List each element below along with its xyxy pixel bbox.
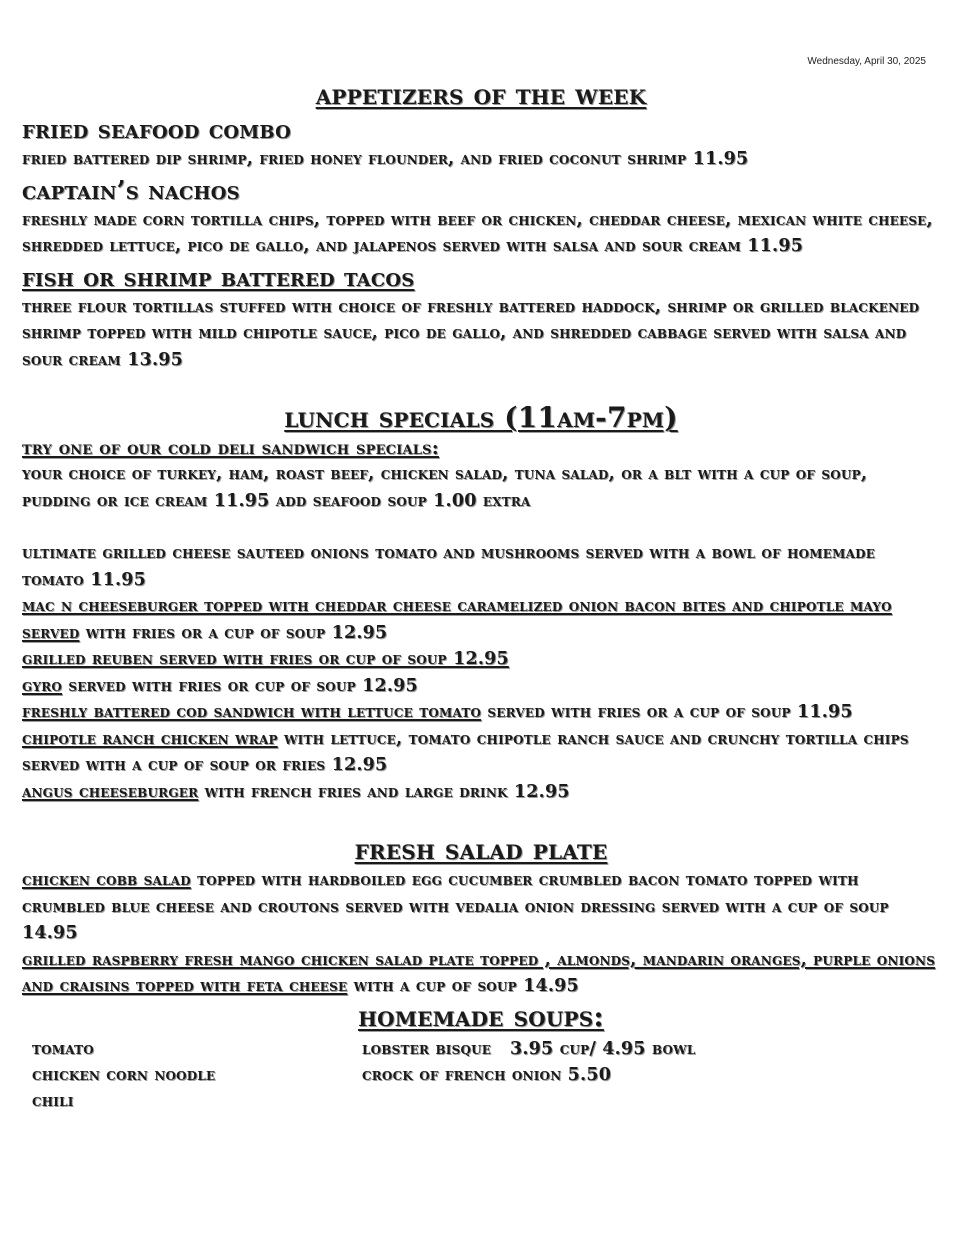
soup-item: chicken corn noodle [32,1064,216,1085]
soups-right-column [362,1036,696,1114]
chicken-wrap-item: chipotle ranch chicken wrap with lettuce, tomato chipotle ranch sauce and crunchy tortilla chips served with a cup of soup or fries 12.95 [22,728,909,775]
captains-nachos-title: captain’s nachos [22,175,240,206]
gyro-item: gyro served with fries or cup of soup 12.95 [22,675,418,696]
salad-plate-heading: fresh salad plate [354,833,608,866]
cod-sandwich-item: freshly battered cod sandwich with lettuce tomato served with fries or a cup of soup 11.95 [22,702,853,722]
cobb-salad-item: chicken cobb salad topped with hardboiled egg cucumber crumbled bacon tomato topped with crumbled blue cheese and croutons served with vedalia onion dressing served with a cup of soup 14.95 [22,870,889,943]
soup-item: lobster bisque 3.95 cup/ 4.95 bowl [362,1038,696,1059]
homemade-soups-heading: homemade soups: [358,999,604,1033]
battered-tacos-desc: three flour tortillas stuffed with choice of freshly battered haddock, shrimp or grilled blackened shrimp topped with mild chipotle sauce, pico de gallo, and shredded cabbage served with salsa and sour cream 13.95 [22,296,920,370]
soup-item: tomato [32,1038,94,1059]
spacer [22,373,940,401]
lunch-specials-heading: lunch specials (11am-7pm) [284,401,678,434]
spacer [22,805,940,833]
captains-nachos-desc: freshly made corn tortilla chips, topped with beef or chicken, cheddar cheese, mexican white cheese, shredded lettuce, pico de gallo, and jalapenos served with salsa and sour cream 11.95 [22,209,933,256]
fried-seafood-combo-desc: fried battered dip shrimp, fried honey flounder, and fried coconut shrimp 11.95 [22,149,749,169]
soups-list [22,1036,940,1114]
fried-seafood-combo-title: fried seafood combo [22,115,291,145]
mango-salad-item: grilled raspberry fresh mango chicken salad plate topped , almonds, mandarin oranges, purple onions and craisins topped with feta cheese with a cup of soup 14.95 [22,949,936,996]
deli-specials-desc: your choice of turkey, ham, roast beef, chicken salad, tuna salad, or a blt with a cup of soup, pudding or ice cream 11.95 add seafood soup 1.00 extra [22,464,868,511]
grilled-reuben-item: grilled reuben served with fries or cup of soup 12.95 [22,649,509,669]
soup-item: chili [32,1090,74,1111]
mac-cheeseburger-item: mac n cheeseburger topped with cheddar cheese caramelized onion bacon bites and chipotle mayo served with fries or a cup of soup 12.95 [22,596,892,643]
menu-date: Wednesday, April 30, 2025 [807,56,926,67]
grilled-cheese-item: ultimate grilled cheese sauteed onions tomato and mushrooms served with a bowl of homemade tomato 11.95 [22,543,876,590]
angus-cheeseburger-item: angus cheeseburger with french fries and large drink 12.95 [22,781,570,802]
appetizers-heading: appetizers of the week [315,78,647,111]
menu-content [22,78,940,1114]
deli-specials-heading: try one of our cold deli sandwich specials: [22,437,439,459]
battered-tacos-title: fish or shrimp battered tacos [22,262,415,293]
soup-item: crock of french onion 5.50 [362,1064,612,1085]
soups-left-column [32,1036,362,1114]
spacer [22,514,940,540]
